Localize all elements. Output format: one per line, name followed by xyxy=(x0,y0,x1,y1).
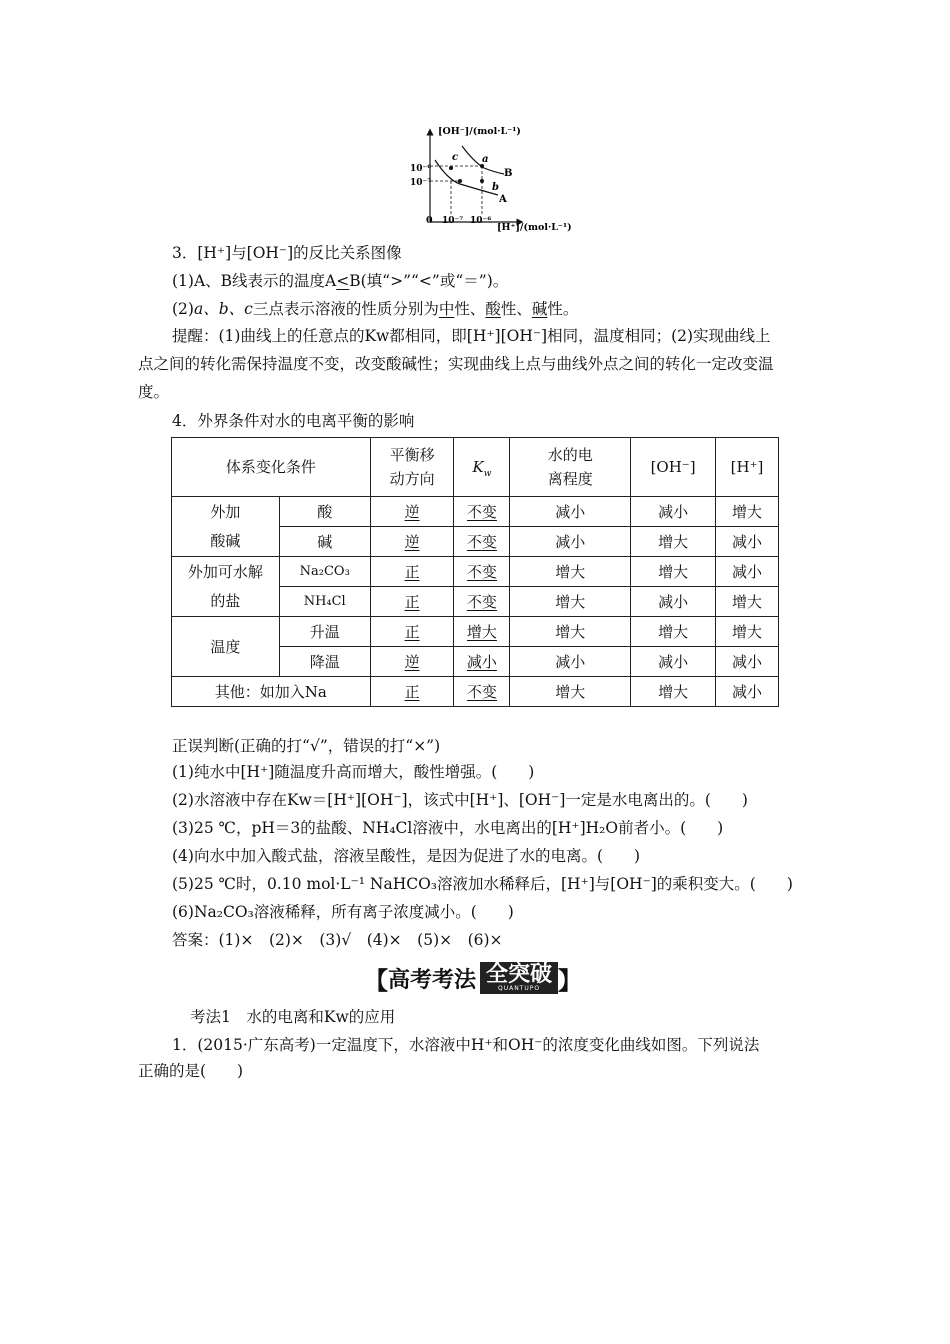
cell-dir xyxy=(370,527,454,557)
cell-oh: 增大 xyxy=(631,677,716,707)
section4-heading: 4．外界条件对水的电离平衡的影响 xyxy=(172,412,415,430)
cell-cond: 升温 xyxy=(279,617,370,647)
cell-deg: 减小 xyxy=(510,647,631,677)
cell-kw-value: 增大 xyxy=(466,623,497,641)
cell-kw-value: 不变 xyxy=(466,563,497,581)
section3-heading: 3．[H⁺]与[OH⁻]的反比关系图像 xyxy=(172,244,402,262)
q2-answer-1: 中 xyxy=(438,300,455,318)
header-oh: [OH⁻] xyxy=(631,438,716,497)
section-banner xyxy=(364,960,582,996)
group-temperature: 温度 xyxy=(172,617,280,677)
cell-kw xyxy=(454,497,510,527)
x-tick-2: 10⁻⁶ xyxy=(470,216,492,226)
cell-dir xyxy=(370,617,454,647)
cell-oh: 减小 xyxy=(631,587,716,617)
banner-badge-small: QUANTUPO xyxy=(497,985,541,992)
header-shift-line1: 平衡移 xyxy=(389,446,435,464)
header-condition: 体系变化条件 xyxy=(172,438,371,497)
cell-oh: 增大 xyxy=(631,527,716,557)
table-row xyxy=(172,617,779,647)
point-b-dot xyxy=(480,179,484,183)
q2-pre: (2) xyxy=(172,300,194,318)
header-h: [H⁺] xyxy=(716,438,779,497)
cell-h: 增大 xyxy=(716,497,779,527)
cell-dir xyxy=(370,677,454,707)
cell-h: 减小 xyxy=(716,647,779,677)
table-row xyxy=(172,497,779,527)
cell-cond: 碱 xyxy=(279,527,370,557)
group-acid-base-line1: 外加 xyxy=(210,502,241,521)
curve-a xyxy=(435,160,498,195)
cell-dir xyxy=(370,587,454,617)
group-other: 其他：如加入Na xyxy=(172,677,371,707)
y-axis-label: [OH⁻]/(mol·L⁻¹) xyxy=(438,126,521,137)
water-ionization-table xyxy=(171,437,779,707)
method-q1-line2: 正确的是( ) xyxy=(138,1062,244,1080)
judgment-item: (3)25 ℃，pH＝3的盐酸、NH₄Cl溶液中，水电离出的[H⁺]H₂O前者小。( ) xyxy=(172,819,724,837)
cell-kw xyxy=(454,557,510,587)
table-header-row xyxy=(172,438,779,497)
method-q1-line1: 1．(2015·广东高考)一定温度下，水溶液中H⁺和OH⁻的浓度变化曲线如图。下列说法 xyxy=(172,1036,760,1054)
cell-cond: NH₄Cl xyxy=(279,587,370,617)
cell-cond: 降温 xyxy=(279,647,370,677)
q2-answer-3: 碱 xyxy=(531,300,548,318)
cell-deg: 减小 xyxy=(510,497,631,527)
cell-kw-value: 减小 xyxy=(466,653,497,671)
q2-vars: a、b、c xyxy=(193,300,253,318)
cell-dir-value: 正 xyxy=(404,623,420,641)
cell-dir-value: 正 xyxy=(404,593,420,611)
cell-kw-value: 不变 xyxy=(466,593,497,611)
cell-kw-value: 不变 xyxy=(466,533,497,551)
point-b-label: b xyxy=(492,182,499,193)
cell-deg: 增大 xyxy=(510,587,631,617)
header-degree-line1: 水的电 xyxy=(547,446,593,464)
cell-dir-value: 逆 xyxy=(404,653,420,671)
table-row xyxy=(172,557,779,587)
judgment-heading: 正误判断(正确的打“√”，错误的打“×”) xyxy=(172,737,441,755)
header-degree-line2: 离程度 xyxy=(547,470,593,488)
judgment-item: (6)Na₂CO₃溶液稀释，所有离子浓度减小。( ) xyxy=(172,903,514,921)
group-acid-base xyxy=(172,497,280,557)
cell-kw xyxy=(454,527,510,557)
header-shift-line2: 动方向 xyxy=(389,470,435,488)
cell-kw-value: 不变 xyxy=(466,683,497,701)
cell-dir-value: 逆 xyxy=(404,533,420,551)
group-salt xyxy=(172,557,280,617)
q2-answer-2: 酸 xyxy=(485,300,501,318)
cell-dir-value: 逆 xyxy=(404,503,420,521)
group-salt-line2: 的盐 xyxy=(210,591,241,610)
section3-tip: 提醒：(1)曲线上的任意点的Kw都相同，即[H⁺][OH⁻]相同，温度相同；(2)实现曲线上点之间的转化需保持温度不变，改变酸碱性；实现曲线上点与曲线外点之间的转化一定改变温度。 xyxy=(138,327,774,401)
group-salt-line1: 外加可水解 xyxy=(187,562,263,581)
q1-pre: (1)A、B线表示的温度A xyxy=(172,272,337,290)
cell-oh: 减小 xyxy=(631,497,716,527)
banner-left-bracket: 【 xyxy=(364,966,388,995)
cell-h: 减小 xyxy=(716,527,779,557)
cell-h: 增大 xyxy=(716,617,779,647)
cell-cond: Na₂CO₃ xyxy=(279,557,370,587)
point-c-dot xyxy=(449,166,453,170)
cell-deg: 增大 xyxy=(510,677,631,707)
point-c-label: c xyxy=(452,152,459,163)
cell-dir-value: 正 xyxy=(404,683,420,701)
cell-oh: 增大 xyxy=(631,617,716,647)
x-axis-label: [H⁺]/(mol·L⁻¹) xyxy=(497,222,572,233)
point-mid-dot xyxy=(458,179,462,183)
header-kw: $K_w$ xyxy=(454,438,510,497)
q1-post: B(填“>”“<”或“＝”)。 xyxy=(349,272,509,290)
cell-h: 减小 xyxy=(716,677,779,707)
cell-kw xyxy=(454,647,510,677)
y-tick-2: 10⁻⁷ xyxy=(410,178,432,188)
y-tick-1: 10⁻⁶ xyxy=(410,164,432,174)
banner-title: 高考考法 xyxy=(388,967,477,993)
group-acid-base-line2: 酸碱 xyxy=(210,531,241,550)
cell-deg: 增大 xyxy=(510,617,631,647)
cell-cond: 酸 xyxy=(279,497,370,527)
cell-h: 增大 xyxy=(716,587,779,617)
cell-dir xyxy=(370,557,454,587)
curve-B-label: B xyxy=(504,168,513,179)
table-row xyxy=(172,677,779,707)
cell-deg: 减小 xyxy=(510,527,631,557)
cell-dir xyxy=(370,647,454,677)
cell-oh: 减小 xyxy=(631,647,716,677)
cell-dir xyxy=(370,497,454,527)
cell-kw-value: 不变 xyxy=(466,503,497,521)
point-a-label: a xyxy=(482,154,489,165)
q2-sep-3: 性。 xyxy=(547,300,579,318)
banner-right-bracket: 】 xyxy=(558,966,583,995)
cell-h: 减小 xyxy=(716,557,779,587)
judgment-item: (2)水溶液中存在Kw＝[H⁺][OH⁻]，该式中[H⁺]、[OH⁻]一定是水电离出的。( ) xyxy=(172,791,748,809)
origin-label: 0 xyxy=(426,215,433,226)
cell-dir-value: 正 xyxy=(404,563,420,581)
method-title: 考法1 水的电离和Kw的应用 xyxy=(190,1008,396,1026)
cell-kw xyxy=(454,617,510,647)
judgment-answer: 答案：(1)× (2)× (3)√ (4)× (5)× (6)× xyxy=(172,931,503,949)
q2-sep-2: 性、 xyxy=(500,300,532,318)
section3-q1 xyxy=(172,270,508,292)
cell-oh: 增大 xyxy=(631,557,716,587)
header-shift xyxy=(370,438,454,497)
ion-product-graph xyxy=(400,122,590,240)
cell-kw xyxy=(454,677,510,707)
cell-deg: 增大 xyxy=(510,557,631,587)
judgment-item: (5)25 ℃时，0.10 mol·L⁻¹ NaHCO₃溶液加水稀释后，[H⁺]与[OH⁻]的乘积变大。( ) xyxy=(172,875,793,893)
judgment-item: (4)向水中加入酸式盐，溶液呈酸性，是因为促进了水的电离。( ) xyxy=(172,847,641,865)
curve-A-label: A xyxy=(499,194,507,205)
cell-kw xyxy=(454,587,510,617)
q2-mid: 三点表示溶液的性质分别为 xyxy=(252,300,439,318)
judgment-item: (1)纯水中[H⁺]随温度升高而增大，酸性增强。( ) xyxy=(172,763,535,781)
section3-q2 xyxy=(172,298,578,320)
header-degree xyxy=(510,438,631,497)
banner-badge xyxy=(480,962,558,994)
banner-badge-text: 全突破 xyxy=(486,962,553,987)
q2-sep-1: 性、 xyxy=(454,300,486,318)
q1-answer: < xyxy=(336,272,350,290)
x-tick-1: 10⁻⁷ xyxy=(442,216,464,226)
